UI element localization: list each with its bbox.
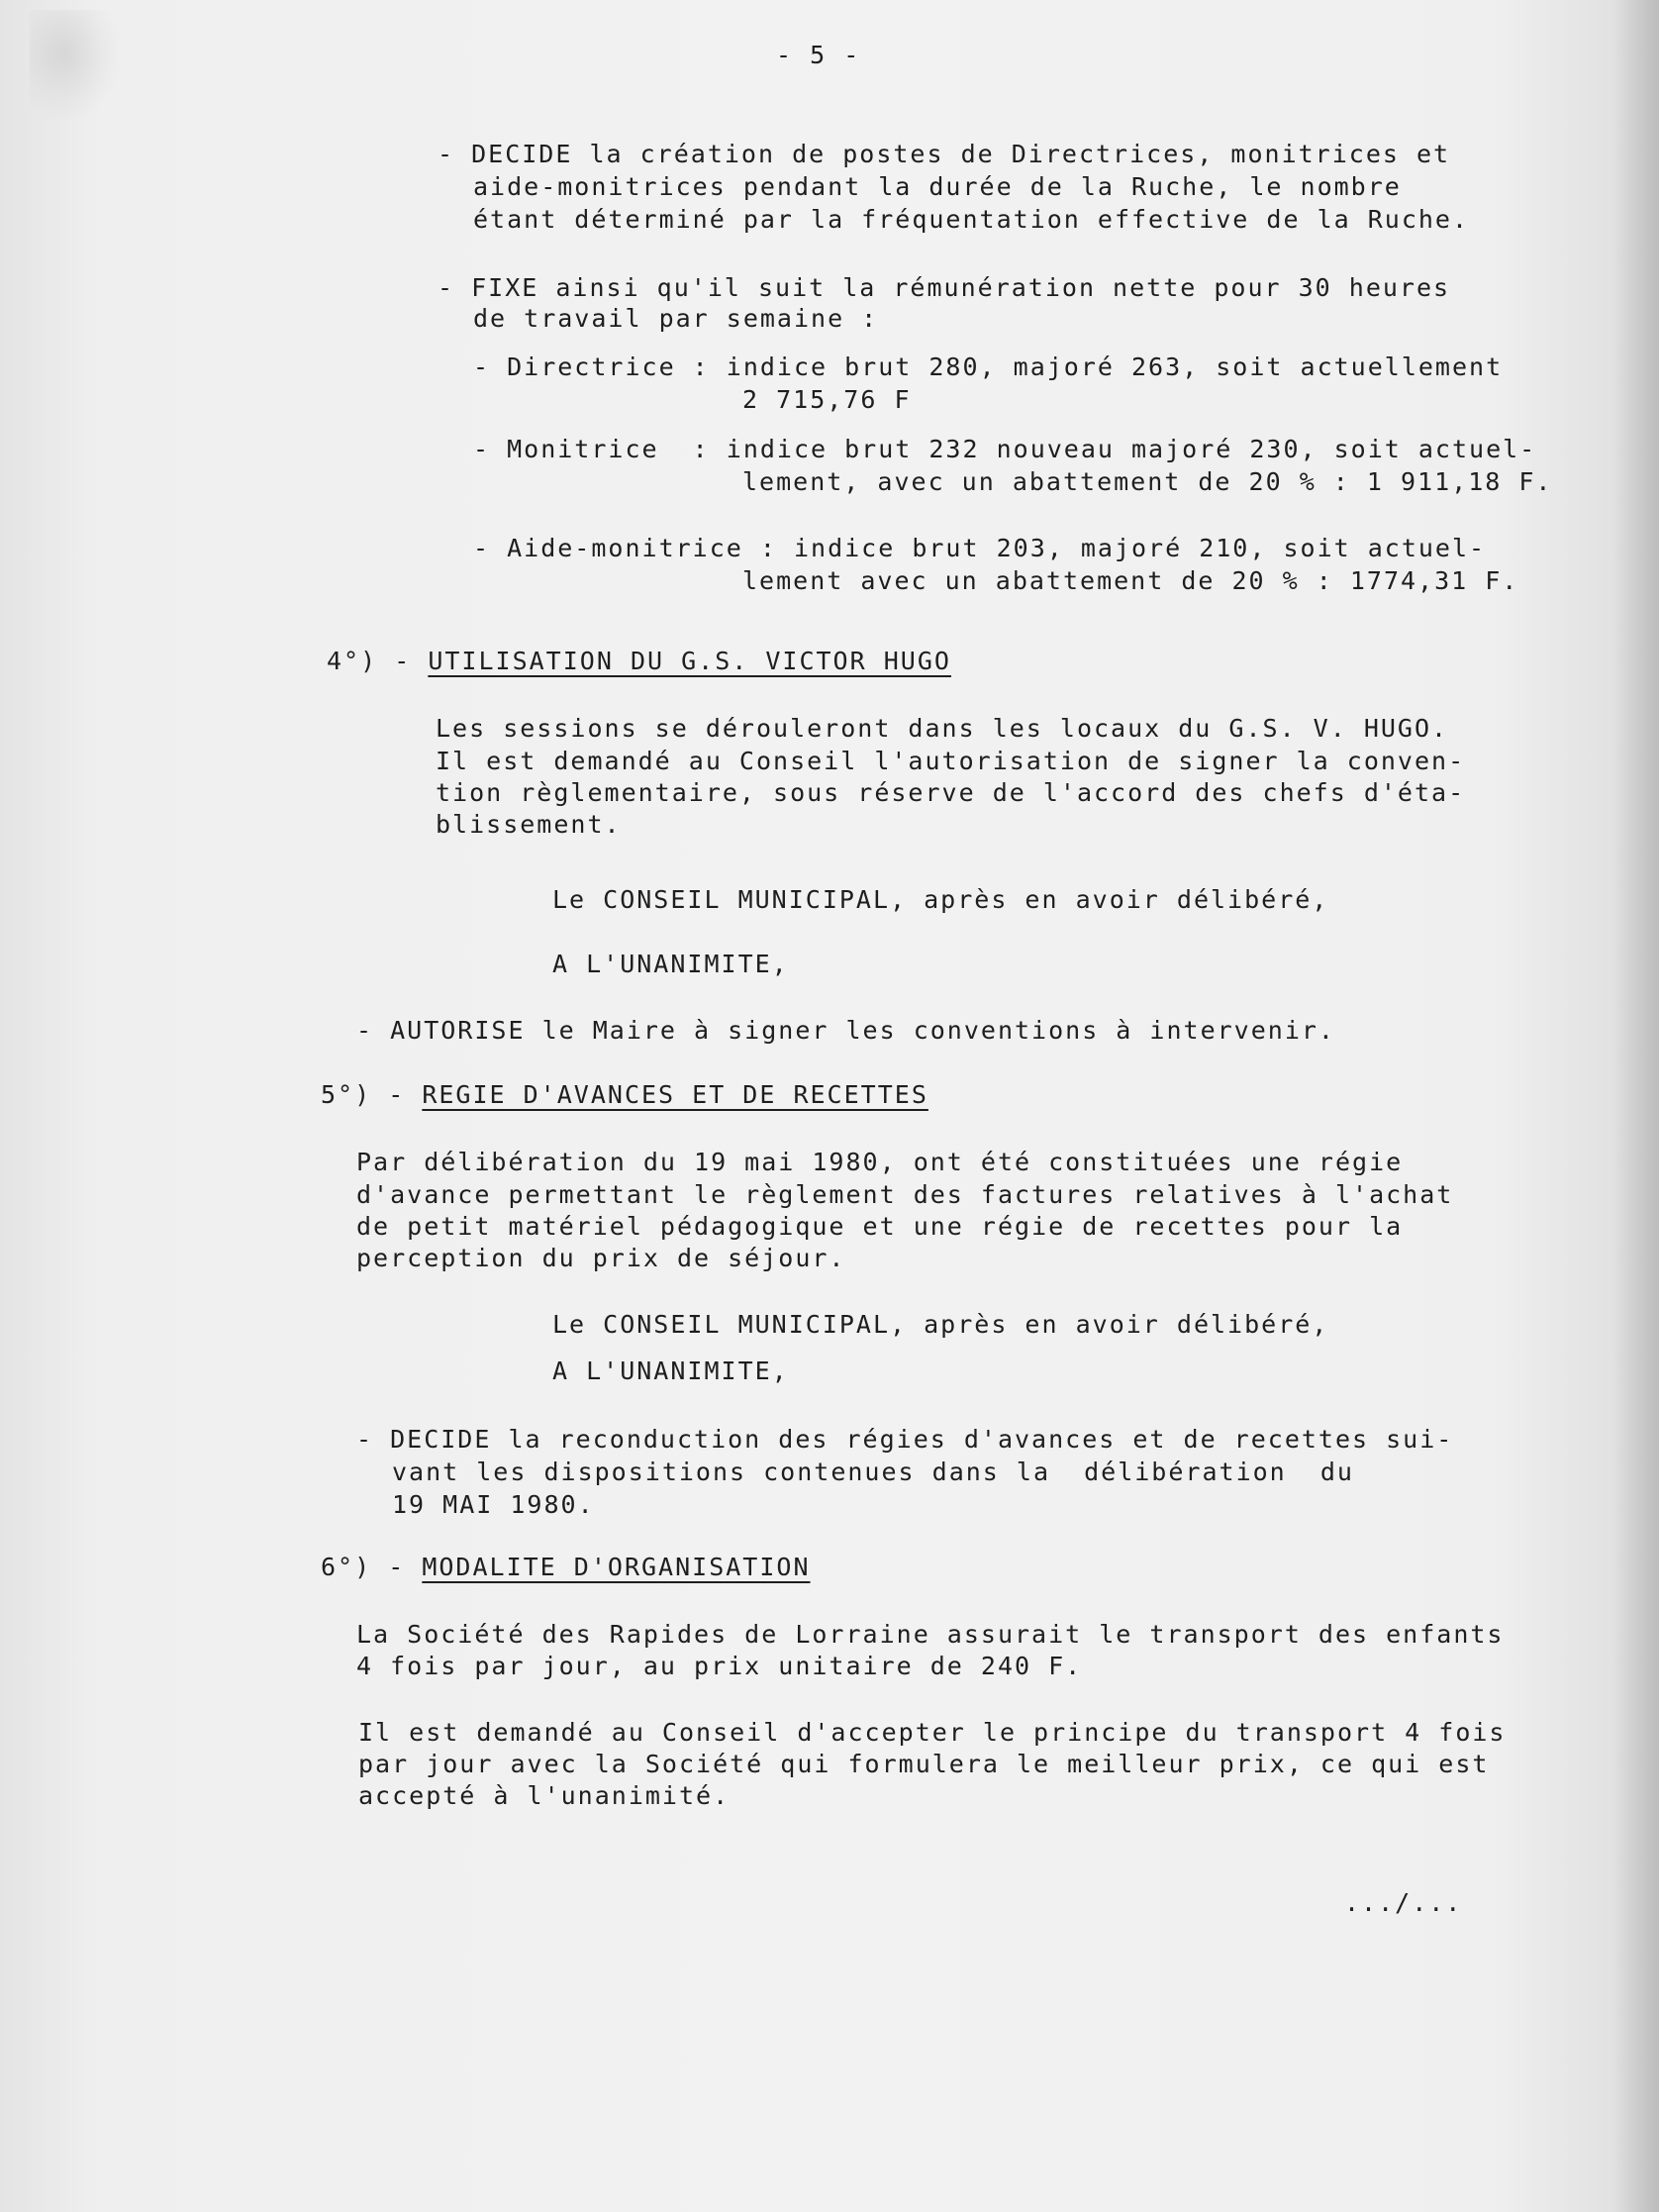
section-5-para-line-1: Par délibération du 19 mai 1980, ont été constituées une régie — [356, 1148, 1404, 1176]
section-4-autorise: - AUTORISE le Maire à signer les conventions à intervenir. — [356, 1016, 1335, 1045]
section-6-para2-line-3: accepté à l'unanimité. — [358, 1781, 731, 1810]
page-edge-shadow — [1613, 0, 1659, 2212]
directrice-line-2: 2 715,76 F — [742, 385, 912, 414]
section-5-title: REGIE D'AVANCES ET DE RECETTES — [422, 1080, 928, 1109]
aide-monitrice-line-2: lement avec un abattement de 20 % : 1774,31 F. — [742, 566, 1519, 595]
section-5-decide-line-1: - DECIDE la reconduction des régies d'avances et de recettes sui- — [356, 1425, 1454, 1454]
section-4-para-line-3: tion règlementaire, sous réserve de l'accord des chefs d'éta- — [436, 778, 1466, 807]
section-5-para-line-2: d'avance permettant le règlement des factures relatives à l'achat — [356, 1180, 1454, 1209]
section-5-decide-line-3: 19 MAI 1980. — [392, 1490, 595, 1519]
section-5-decide-line-2: vant les dispositions contenues dans la délibération du — [392, 1458, 1354, 1486]
page-number: - 5 - — [776, 41, 861, 69]
monitrice-line-2: lement, avec un abattement de 20 % : 1 911,18 F. — [742, 467, 1553, 496]
section-5-unanimite: A L'UNANIMITE, — [552, 1357, 789, 1385]
monitrice-line-1: - Monitrice : indice brut 232 nouveau majoré 230, soit actuel- — [473, 435, 1537, 463]
section-6-para1-line-2: 4 fois par jour, au prix unitaire de 240 F. — [356, 1652, 1083, 1680]
directrice-line-1: - Directrice : indice brut 280, majoré 263, soit actuellement — [473, 352, 1504, 381]
aide-monitrice-line-1: - Aide-monitrice : indice brut 203, majoré 210, soit actuel- — [473, 534, 1487, 562]
section-4-number: 4°) - — [327, 647, 412, 675]
decide-line-3: étant déterminé par la fréquentation effective de la Ruche. — [473, 205, 1470, 234]
section-5-number: 5°) - — [321, 1080, 406, 1109]
section-4-para-line-2: Il est demandé au Conseil l'autorisation de signer la conven- — [436, 747, 1466, 775]
section-6-para1-line-1: La Société des Rapides de Lorraine assurait le transport des enfants — [356, 1620, 1505, 1649]
fixe-line-2: de travail par semaine : — [473, 304, 879, 333]
section-5-heading — [321, 1079, 928, 1111]
section-4-title: UTILISATION DU G.S. VICTOR HUGO — [428, 647, 951, 675]
section-5-para-line-3: de petit matériel pédagogique et une régie de recettes pour la — [356, 1212, 1404, 1241]
fixe-line-1: - FIXE ainsi qu'il suit la rémunération nette pour 30 heures — [438, 273, 1451, 302]
section-4-conseil: Le CONSEIL MUNICIPAL, après en avoir délibéré, — [552, 885, 1329, 914]
section-5-para-line-4: perception du prix de séjour. — [356, 1244, 846, 1272]
section-4-unanimite: A L'UNANIMITE, — [552, 950, 789, 978]
section-5-conseil: Le CONSEIL MUNICIPAL, après en avoir délibéré, — [552, 1310, 1329, 1339]
section-4-para-line-1: Les sessions se dérouleront dans les locaux du G.S. V. HUGO. — [436, 714, 1449, 743]
corner-smudge — [30, 10, 119, 119]
section-4-para-line-4: blissement. — [436, 810, 622, 839]
section-6-para2-line-1: Il est demandé au Conseil d'accepter le principe du transport 4 fois — [358, 1718, 1507, 1747]
decide-line-1: - DECIDE la création de postes de Directrices, monitrices et — [438, 140, 1451, 168]
continuation-mark: .../... — [1344, 1888, 1463, 1917]
section-4-heading — [327, 646, 951, 677]
section-6-heading — [321, 1552, 811, 1583]
section-6-number: 6°) - — [321, 1553, 406, 1581]
decide-line-2: aide-monitrices pendant la durée de la Ruche, le nombre — [473, 172, 1402, 201]
section-6-title: MODALITE D'ORGANISATION — [422, 1553, 811, 1581]
section-6-para2-line-2: par jour avec la Société qui formulera le meilleur prix, ce qui est — [358, 1750, 1490, 1778]
